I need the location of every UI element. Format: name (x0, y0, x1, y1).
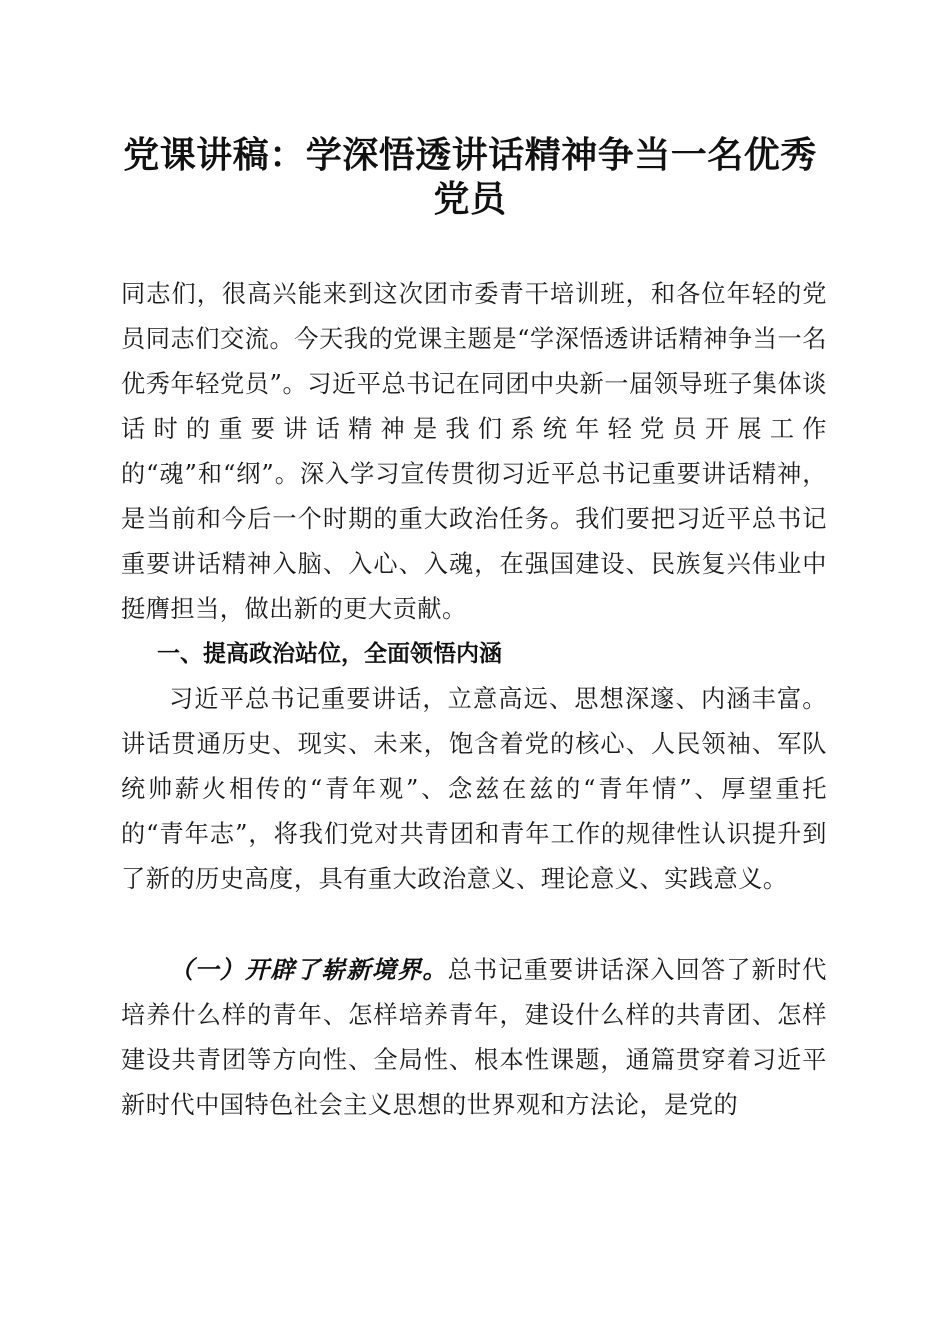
intro-paragraph: 同志们，很高兴能来到这次团市委青干培训班，和各位年轻的党员同志们交流。今天我的党课主题是“学深悟透讲话精神争当一名优秀年轻党员”。习近平总书记在同团中央新一届领导班子集体谈话时的重要讲话精神是我们系统年轻党员开展工作的“魂”和“纲”。深入学习宣传贯彻习近平总书记重要讲话精神，是当前和今后一个时期的重大政治任务。我们要把习近平总书记重要讲话精神入脑、入心、入魂，在强国建设、民族复兴伟业中挺膺担当，做出新的更大贡献。 (121, 280, 827, 623)
document-title: 党课讲稿：学深悟透讲话精神争当一名优秀党员 (123, 135, 817, 220)
subsection-1-text: 总书记重要讲话深入回答了新时代培养什么样的青年、怎样培养青年，建设什么样的共青团、怎样建设共青团等方向性、全局性、根本性课题，通篇贯穿着习近平新时代中国特色社会主义思想的世界观和方法论，是党的 (121, 956, 827, 1119)
section-1-heading: 一、提高政治站位，全面领悟内涵 (157, 641, 502, 667)
subsection-1-label: （一）开辟了崭新境界。 (169, 955, 448, 984)
subsection-1-paragraph (121, 947, 827, 1128)
section-1-paragraph: 习近平总书记重要讲话，立意高远、思想深邃、内涵丰富。讲话贯通历史、现实、未来，饱含着党的核心、人民领袖、军队统帅薪火相传的“青年观”、念兹在兹的“青年情”、厚望重托的“青年志”，将我们党对共青团和青年工作的规律性认识提升到了新的历史高度，具有重大政治意义、理论意义、实践意义。 (121, 685, 827, 893)
